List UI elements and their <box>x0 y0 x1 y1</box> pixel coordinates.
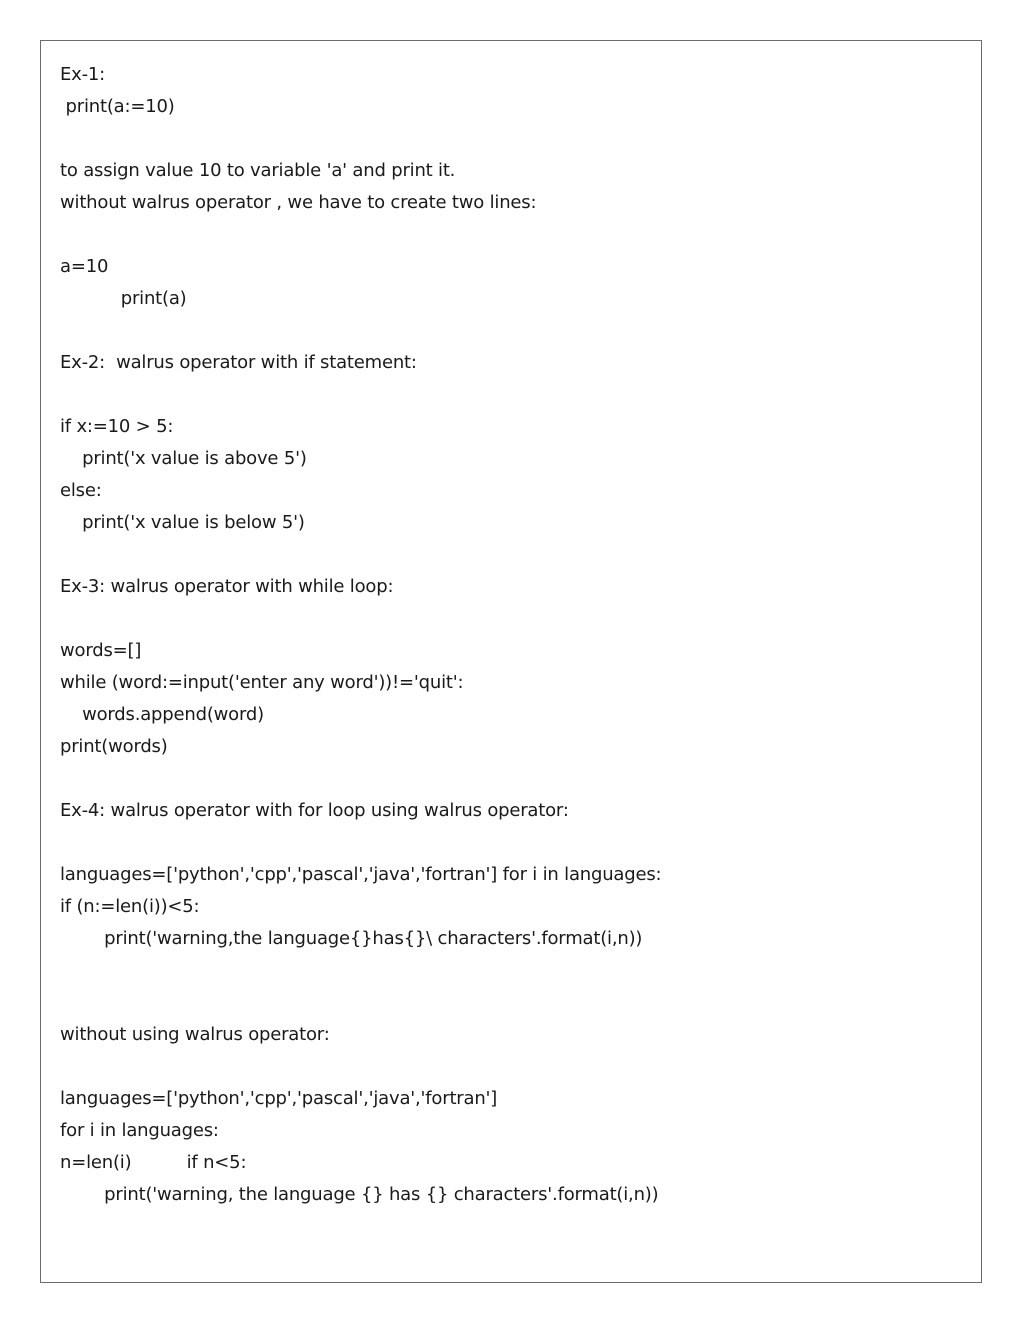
ex1-heading: Ex-1: <box>60 64 106 85</box>
ex4-heading: Ex-4: walrus operator with for loop using walrus operator: <box>60 800 569 821</box>
ex1-code-line: print(a:=10) <box>60 96 175 117</box>
without-walrus-heading: without using walrus operator: <box>60 1024 330 1045</box>
ex4-code-line-3: print('warning,the language{}has{}\ characters'.format(i,n)) <box>60 928 643 949</box>
ex2-heading: Ex-2: walrus operator with if statement: <box>60 352 417 373</box>
ex1-explanation: to assign value 10 to variable 'a' and print it. <box>60 160 456 181</box>
without-walrus-code-1: languages=['python','cpp','pascal','java','fortran'] <box>60 1088 498 1109</box>
ex3-heading: Ex-3: walrus operator with while loop: <box>60 576 394 597</box>
ex3-code-line-1: words=[] <box>60 640 142 661</box>
ex2-code-line-2: print('x value is above 5') <box>60 448 307 469</box>
ex1-note: without walrus operator , we have to create two lines: <box>60 192 537 213</box>
ex3-code-line-2: while (word:=input('enter any word'))!='quit': <box>60 672 464 693</box>
ex1-alt-code-line-1: a=10 <box>60 256 109 277</box>
ex4-code-line-1: languages=['python','cpp','pascal','java','fortran'] for i in languages: <box>60 864 662 885</box>
without-walrus-code-3: n=len(i) if n<5: <box>60 1152 247 1173</box>
ex2-code-line-4: print('x value is below 5') <box>60 512 305 533</box>
without-walrus-code-4: print('warning, the language {} has {} characters'.format(i,n)) <box>60 1184 659 1205</box>
ex3-code-line-3: words.append(word) <box>60 704 264 725</box>
without-walrus-code-2: for i in languages: <box>60 1120 219 1141</box>
ex3-code-line-4: print(words) <box>60 736 168 757</box>
ex4-code-line-2: if (n:=len(i))<5: <box>60 896 200 917</box>
ex1-alt-code-line-2: print(a) <box>60 288 187 309</box>
ex2-code-line-1: if x:=10 > 5: <box>60 416 174 437</box>
ex2-code-line-3: else: <box>60 480 102 501</box>
